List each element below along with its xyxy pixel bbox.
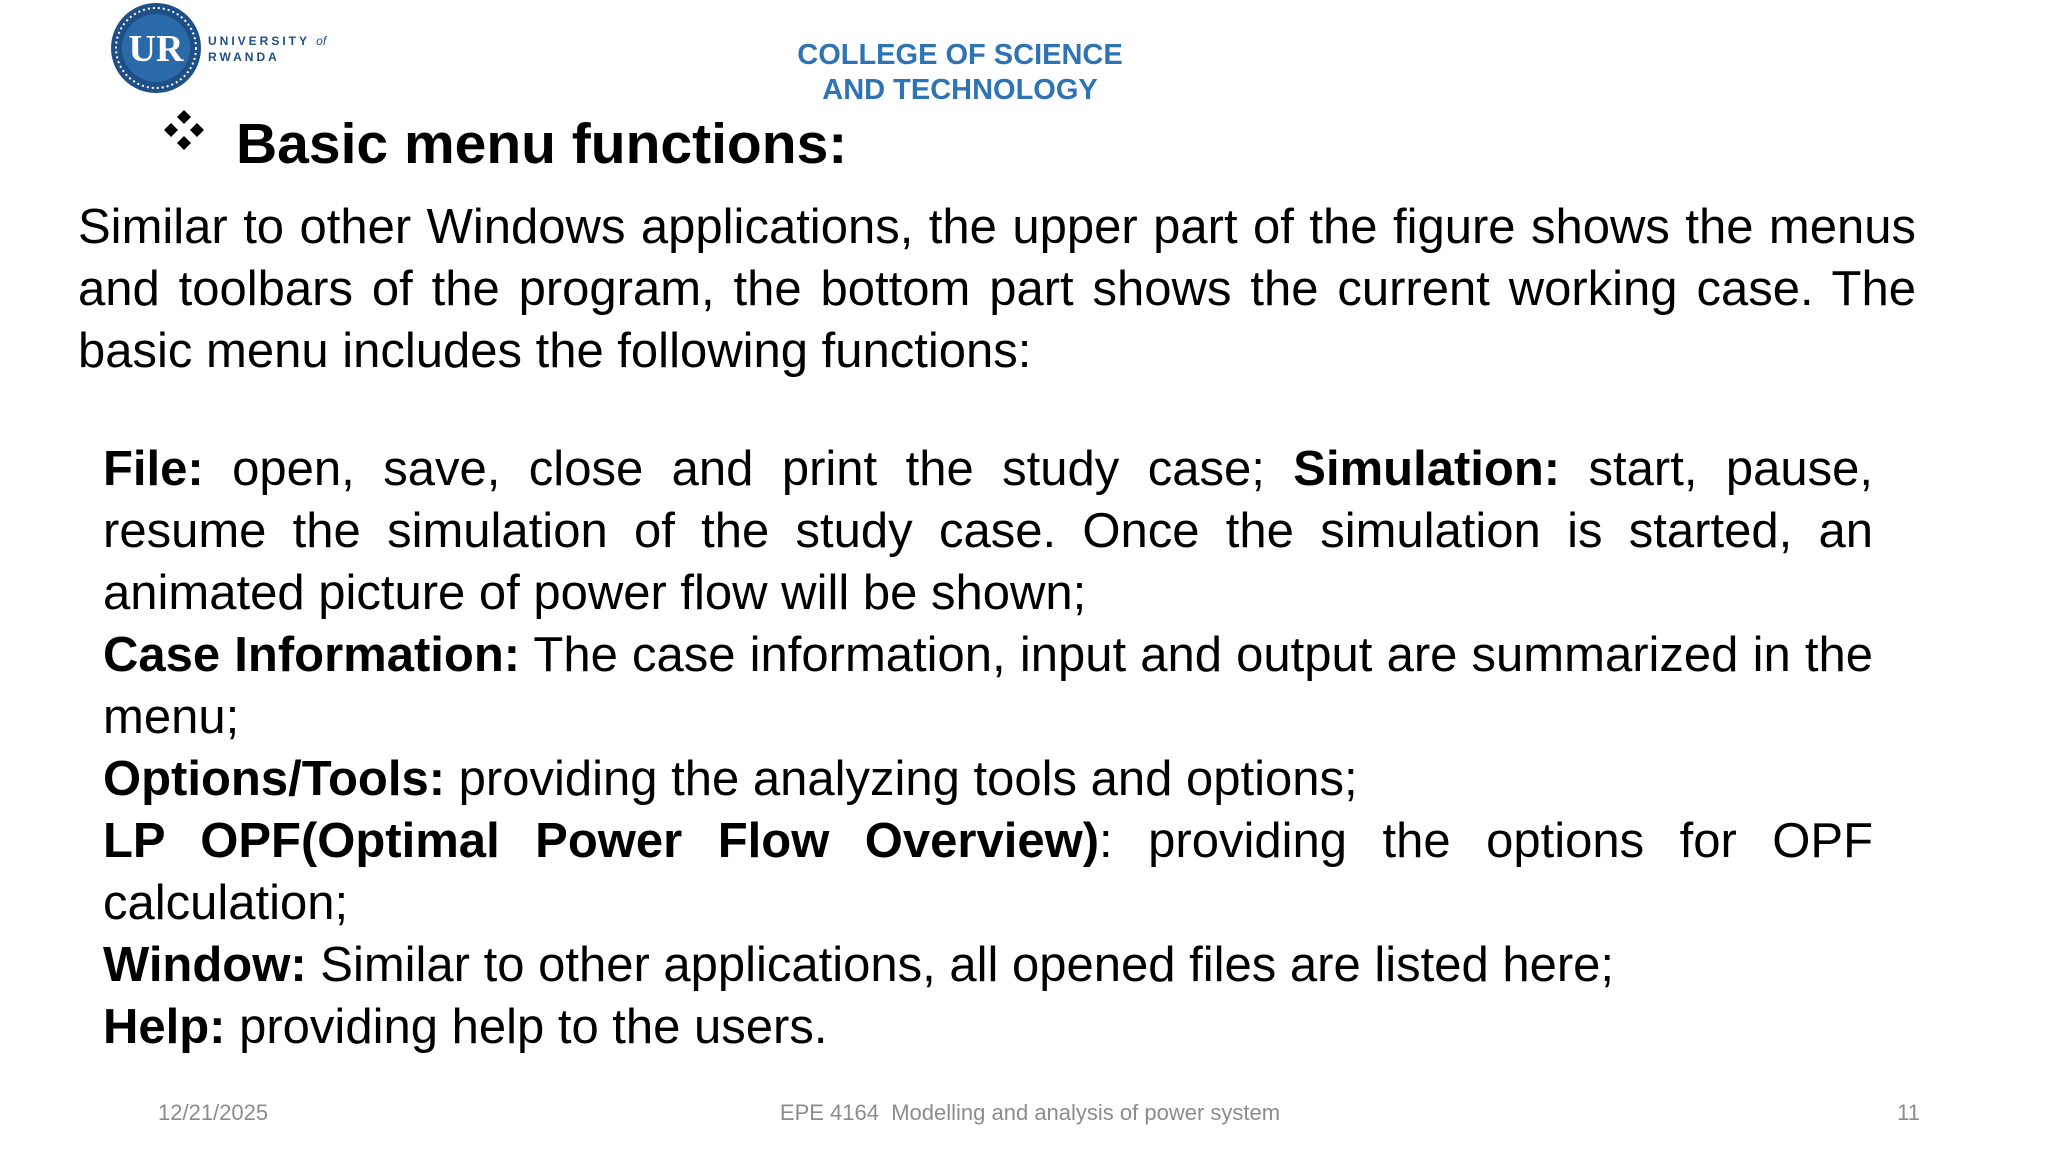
list-item-file-simulation xyxy=(103,438,1873,624)
college-title xyxy=(620,38,1300,108)
item-text-simulation: start, pause, resume the simulation of the study case. Once the simulation is started, an animated picture of power flow will be shown; xyxy=(103,442,1873,620)
footer-page-number: 11 xyxy=(1897,1100,1920,1125)
item-text-window: Similar to other applications, all opened files are listed here; xyxy=(306,938,1615,992)
item-label-file: File: xyxy=(103,442,204,496)
item-label-case-information: Case Information: xyxy=(103,628,521,682)
footer-course-title: EPE 4164 Modelling and analysis of power system xyxy=(779,1100,1281,1125)
item-text-options-tools: providing the analyzing tools and options; xyxy=(445,752,1358,806)
university-name-of: of xyxy=(316,34,327,48)
list-item-help xyxy=(103,996,1873,1058)
list-item-case-information xyxy=(103,624,1873,748)
intro-paragraph: Similar to other Windows applications, the upper part of the figure shows the menus and toolbars of the program, the bottom part shows the current working case. The basic menu includes the following functions: xyxy=(78,200,1916,378)
slide-title: Basic menu functions: xyxy=(236,112,848,176)
university-name xyxy=(208,33,326,65)
list-item-lp-opf xyxy=(103,810,1873,934)
item-label-simulation: Simulation: xyxy=(1293,442,1561,496)
list-item-options-tools xyxy=(103,748,1873,810)
college-title-line1: COLLEGE OF SCIENCE xyxy=(797,39,1123,71)
university-name-line1: UNIVERSITY xyxy=(208,34,310,48)
item-label-lp-opf: LP OPF(Optimal Power Flow Overview) xyxy=(103,814,1100,868)
item-label-options-tools: Options/Tools: xyxy=(103,752,446,806)
list-item-window xyxy=(103,934,1873,996)
item-text-help: providing help to the users. xyxy=(225,1000,828,1054)
item-text-lp-opf: : providing the options for OPF calculation; xyxy=(103,814,1873,930)
menu-functions-list xyxy=(103,438,1873,1058)
item-text-case-information: The case information, input and output are summarized in the menu; xyxy=(103,628,1873,744)
item-label-window: Window: xyxy=(103,938,307,992)
four-diamond-bullet-icon xyxy=(162,108,206,152)
item-text-file: open, save, close and print the study case; xyxy=(203,442,1294,496)
college-title-line2: AND TECHNOLOGY xyxy=(822,74,1098,106)
university-seal-icon xyxy=(110,2,202,94)
footer-date: 12/21/2025 xyxy=(158,1100,269,1125)
university-name-line2: RWANDA xyxy=(208,50,280,64)
svg-text:UR: UR xyxy=(128,28,184,70)
item-label-help: Help: xyxy=(103,1000,226,1054)
university-logo xyxy=(110,2,350,94)
